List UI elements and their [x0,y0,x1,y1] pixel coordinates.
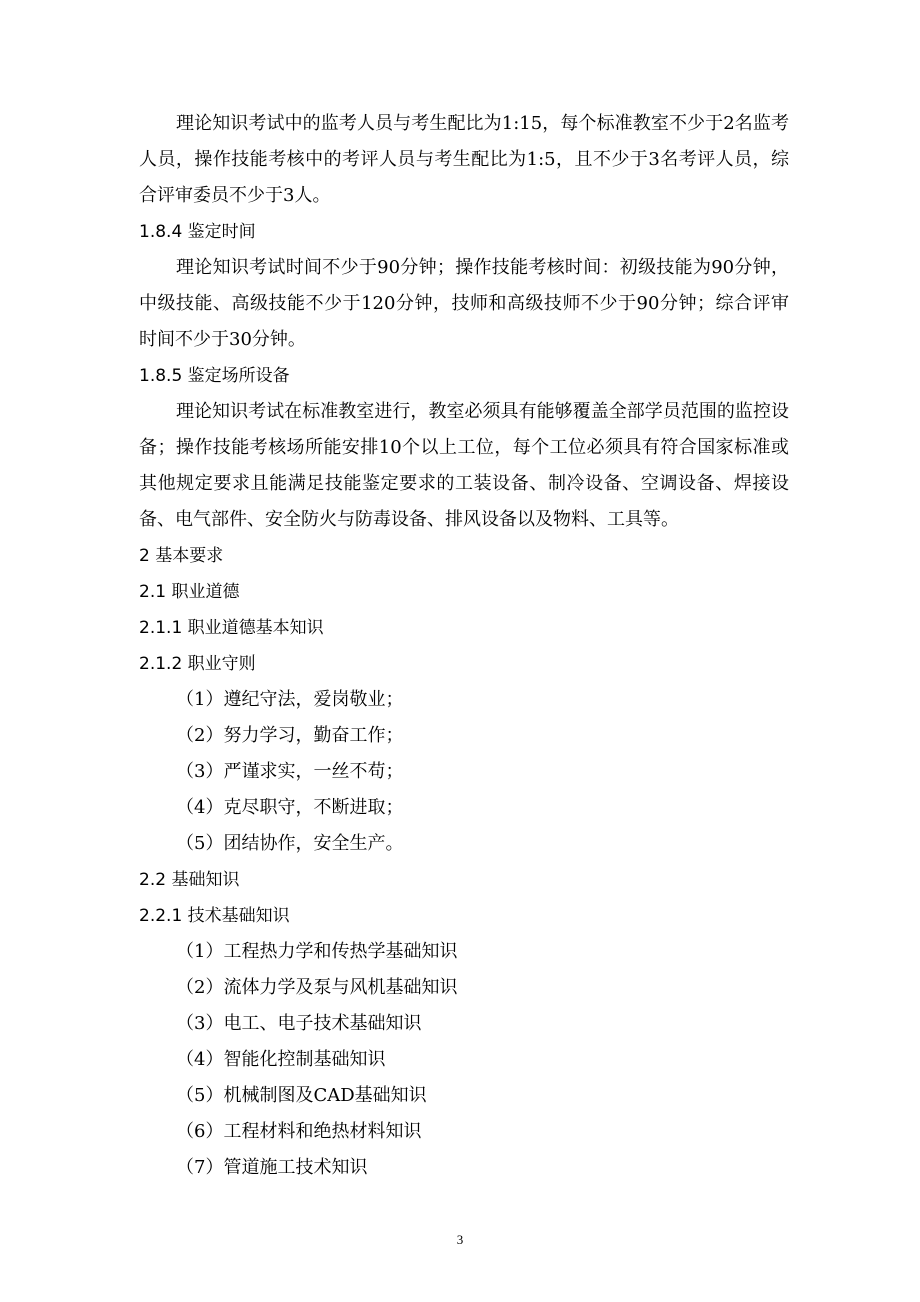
section-heading-2-1-2: 2.1.2 职业守则 [139,654,256,674]
list-item: （3）严谨求实，一丝不苟； [176,761,404,782]
list-item: （6）工程材料和绝热材料知识 [176,1121,422,1142]
section-heading-2-2: 2.2 基础知识 [139,870,240,890]
list-item: （5）团结协作，安全生产。 [176,833,404,854]
technical-knowledge-list [139,934,789,1186]
section-heading-2-1-1: 2.1.1 职业道德基本知识 [139,618,324,638]
list-item: （7）管道施工技术知识 [176,1157,368,1178]
page-number: 3 [456,1232,464,1247]
list-item: （4）克尽职守，不断进取； [176,797,404,818]
section-heading-2-1: 2.1 职业道德 [139,582,240,602]
list-item: （2）流体力学及泵与风机基础知识 [176,977,458,998]
list-item: （1）遵纪守法，爱岗敬业； [176,689,404,710]
section-heading-2: 2 基本要求 [139,546,224,566]
document-page [139,106,789,1186]
paragraph-exam-time: 理论知识考试时间不少于90分钟；操作技能考核时间：初级技能为90分钟，中级技能、高级技能不少于120分钟，技师和高级技师不少于90分钟；综合评审时间不少于30分钟。 [139,257,789,350]
list-item: （4）智能化控制基础知识 [176,1049,386,1070]
section-heading-1-8-4: 1.8.4 鉴定时间 [139,222,256,242]
list-item: （1）工程热力学和传热学基础知识 [176,941,458,962]
list-item: （2）努力学习，勤奋工作； [176,725,404,746]
section-heading-1-8-5: 1.8.5 鉴定场所设备 [139,366,290,386]
professional-rules-list [139,682,789,862]
paragraph-invigilator-ratio: 理论知识考试中的监考人员与考生配比为1:15，每个标准教室不少于2名监考人员，操作技能考核中的考评人员与考生配比为1:5，且不少于3名考评人员，综合评审委员不少于3人。 [139,113,789,206]
section-heading-2-2-1: 2.2.1 技术基础知识 [139,906,290,926]
list-item: （3）电工、电子技术基础知识 [176,1013,422,1034]
paragraph-exam-venue: 理论知识考试在标准教室进行，教室必须具有能够覆盖全部学员范围的监控设备；操作技能考核场所能安排10个以上工位，每个工位必须具有符合国家标准或其他规定要求且能满足技能鉴定要求的工装设备、制冷设备、空调设备、焊接设备、电气部件、安全防火与防毒设备、排风设备以及物料、工具等。 [139,401,789,530]
list-item: （5）机械制图及CAD基础知识 [176,1085,427,1106]
